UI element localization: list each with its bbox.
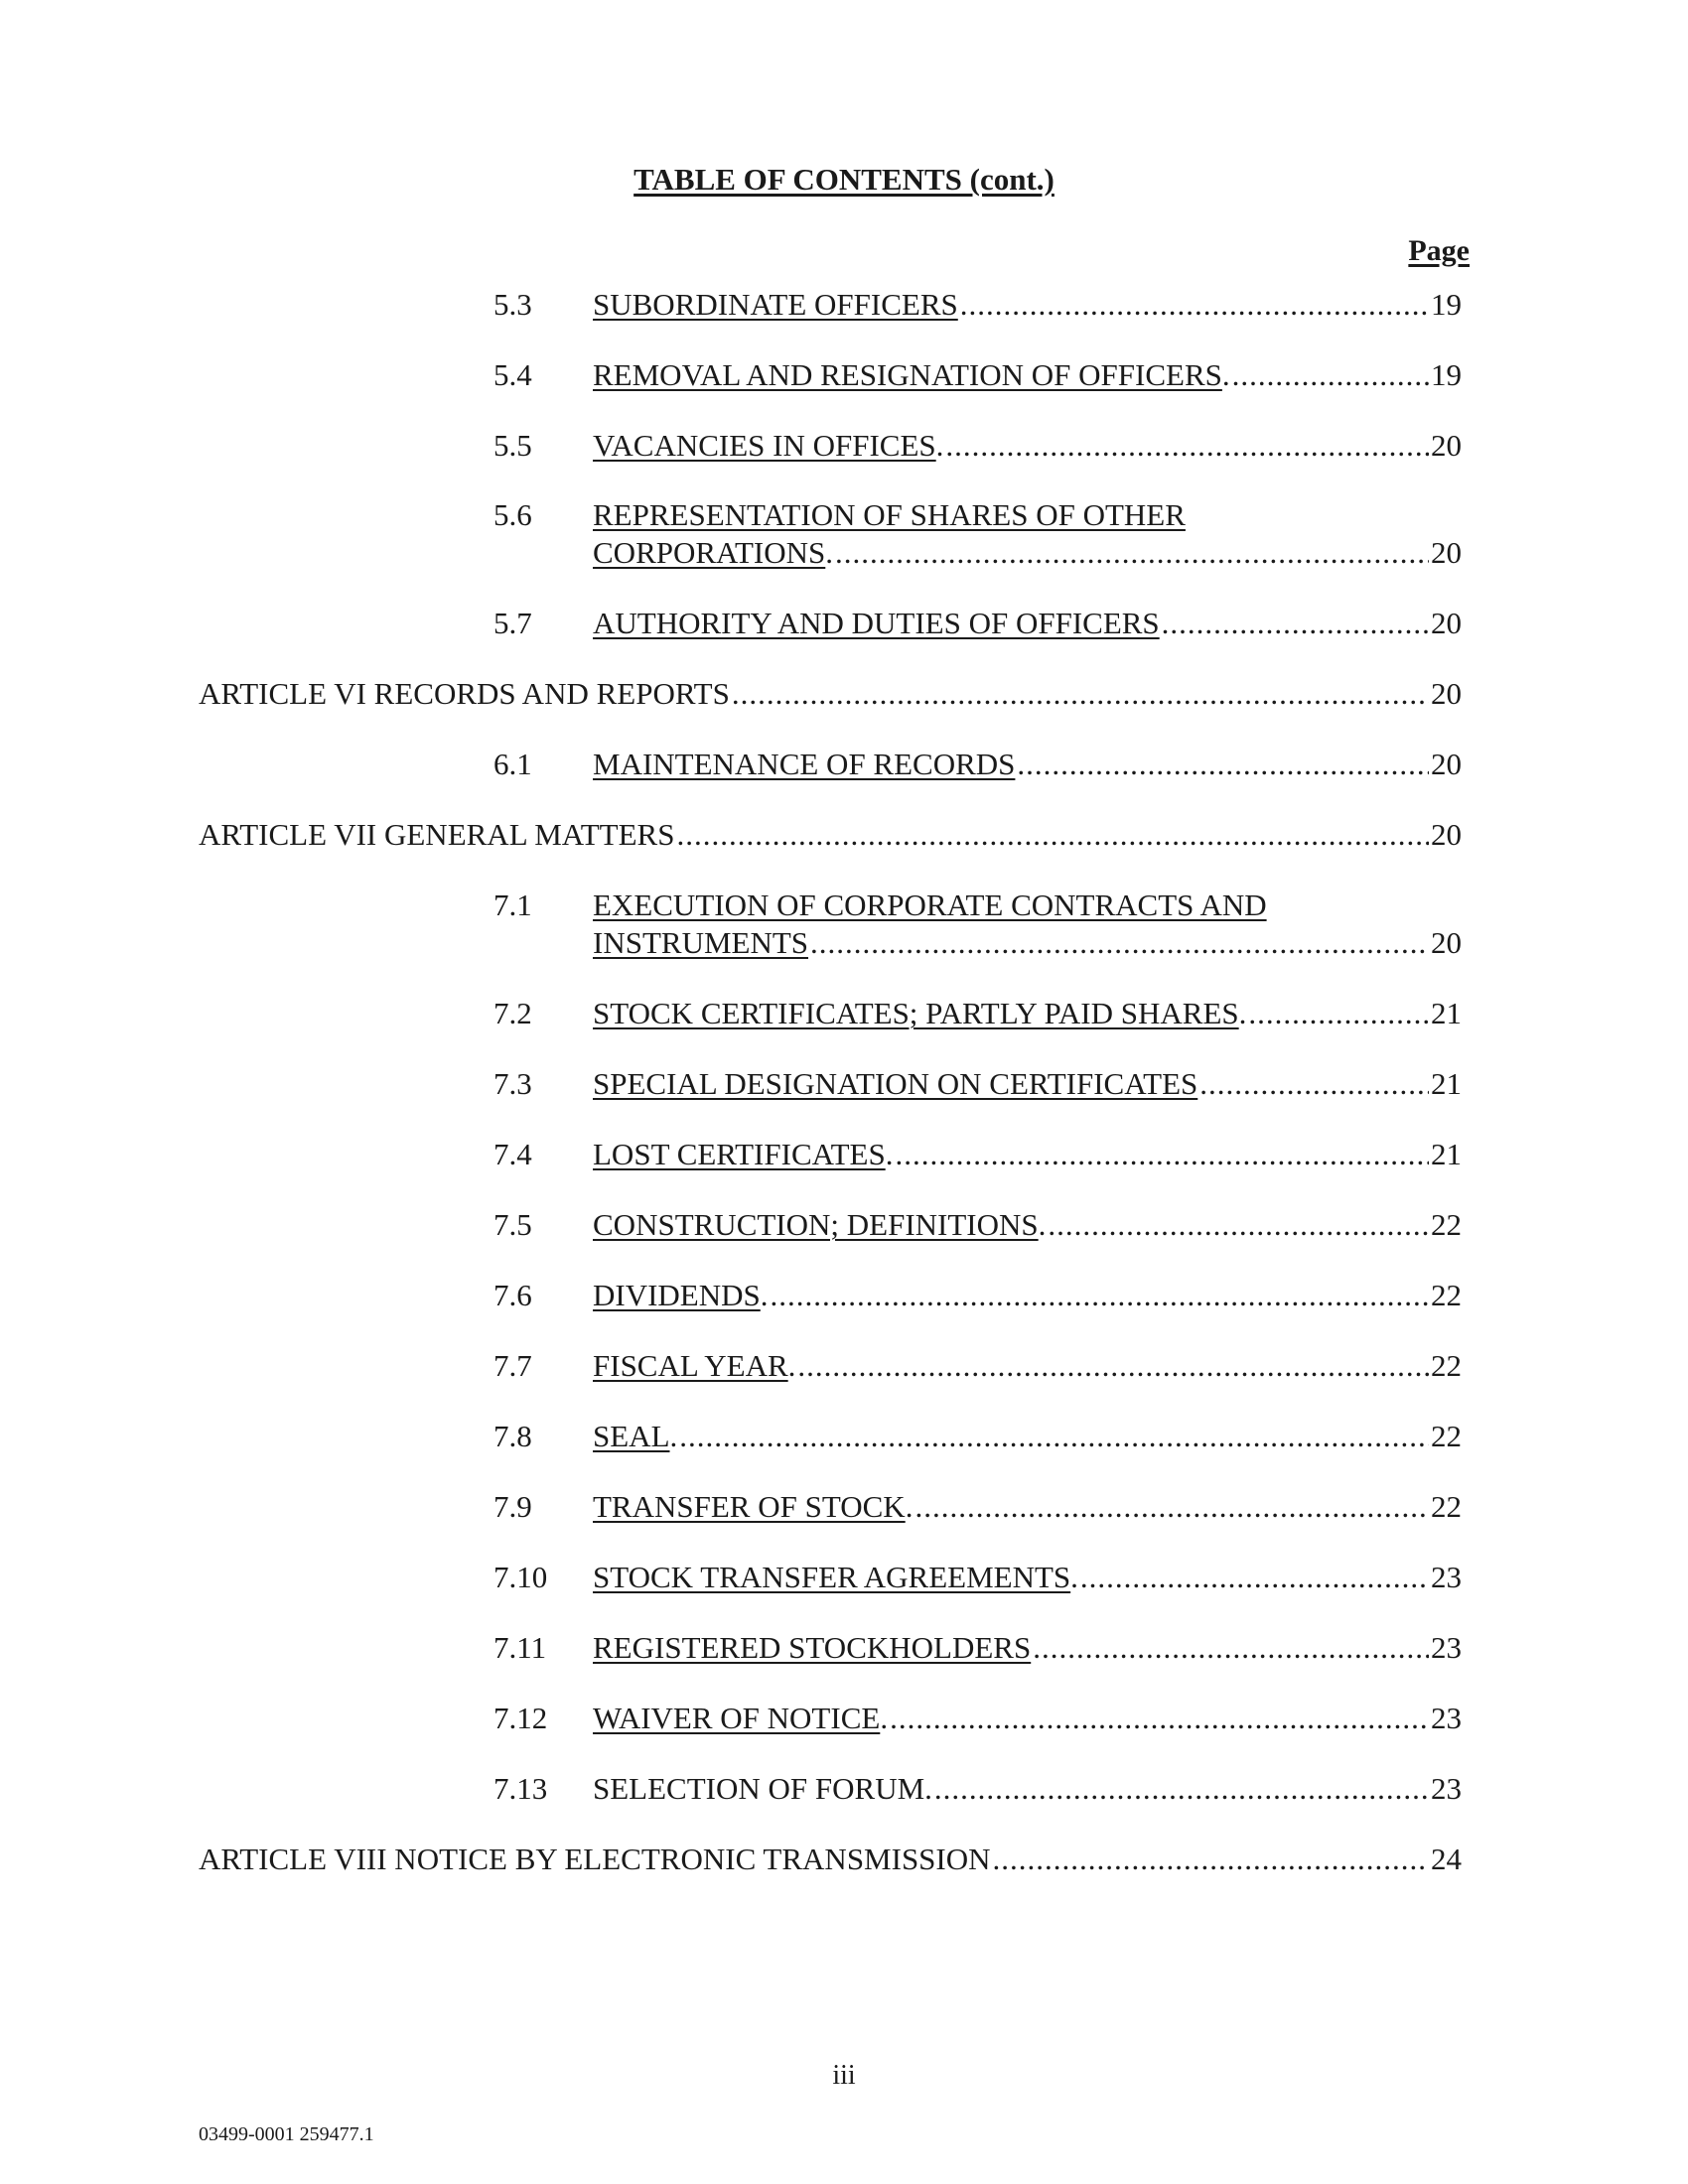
toc-page-number: 20 bbox=[1431, 535, 1462, 570]
toc-page-number: 22 bbox=[1431, 1207, 1462, 1242]
toc-section-number: 7.7 bbox=[493, 1348, 532, 1383]
toc-page-number: 23 bbox=[1431, 1701, 1462, 1735]
toc-page-number: 22 bbox=[1431, 1348, 1462, 1383]
toc-page-number: 23 bbox=[1431, 1560, 1462, 1594]
toc-entry-line bbox=[593, 1700, 1462, 1737]
toc-entry-line bbox=[593, 605, 1462, 642]
toc-page-number: 20 bbox=[1431, 925, 1462, 960]
toc-entry-body bbox=[593, 746, 1462, 783]
toc-entry-body bbox=[593, 1559, 1462, 1596]
toc-entry-line bbox=[199, 675, 1462, 713]
page-number: iii bbox=[832, 2060, 856, 2091]
dot-leader bbox=[771, 1277, 1429, 1314]
toc-entry-body bbox=[593, 1700, 1462, 1737]
toc-entry-body bbox=[593, 1347, 1462, 1385]
toc-section-number: 7.4 bbox=[493, 1137, 532, 1171]
toc-entry-line bbox=[593, 995, 1462, 1032]
toc-section-number: 5.6 bbox=[493, 497, 532, 532]
toc-section-number: 7.9 bbox=[493, 1489, 532, 1524]
toc-entry-body bbox=[593, 887, 1462, 962]
document-id: 03499-0001 259477.1 bbox=[199, 2123, 374, 2145]
dot-leader bbox=[1232, 356, 1429, 394]
toc-entry-heading[interactable]: DIVIDENDS bbox=[593, 1278, 761, 1312]
toc-entry-heading[interactable]: REPRESENTATION OF SHARES OF OTHER bbox=[593, 497, 1186, 532]
toc-entry-heading[interactable]: CONSTRUCTION; DEFINITIONS bbox=[593, 1207, 1039, 1242]
toc-section-number: 7.3 bbox=[493, 1066, 532, 1101]
toc-section-number: 5.5 bbox=[493, 428, 532, 463]
toc-entry-line bbox=[593, 924, 1462, 962]
dot-leader bbox=[890, 1700, 1429, 1737]
toc-page-number: 21 bbox=[1431, 1137, 1462, 1171]
toc-entry-line bbox=[593, 1277, 1462, 1314]
toc-entry-line bbox=[593, 427, 1462, 465]
toc-entry-body bbox=[593, 286, 1462, 324]
dot-leader bbox=[810, 924, 1429, 962]
toc-page-number: 21 bbox=[1431, 1066, 1462, 1101]
toc-section-number: 7.6 bbox=[493, 1278, 532, 1312]
toc-entry-suffix: . bbox=[935, 428, 944, 463]
page-column-label: Page bbox=[1408, 234, 1470, 267]
toc-entry-line bbox=[593, 1136, 1462, 1173]
toc-page-number: 20 bbox=[1431, 676, 1462, 711]
toc-entry-line bbox=[593, 1347, 1462, 1385]
toc-entry-heading[interactable]: TRANSFER OF STOCK bbox=[593, 1489, 906, 1524]
toc-entry-suffix: . bbox=[885, 1137, 894, 1171]
toc-entry-heading[interactable]: EXECUTION OF CORPORATE CONTRACTS AND bbox=[593, 887, 1267, 922]
toc-entry-heading[interactable]: VACANCIES IN OFFICES bbox=[593, 428, 936, 463]
toc-page-number: 22 bbox=[1431, 1278, 1462, 1312]
toc-entry-line bbox=[593, 286, 1462, 324]
toc-section-number: 7.13 bbox=[493, 1771, 548, 1806]
dot-leader bbox=[676, 816, 1429, 854]
dot-leader bbox=[945, 427, 1429, 465]
dot-leader bbox=[895, 1136, 1429, 1173]
dot-leader bbox=[835, 534, 1429, 572]
toc-entry-body bbox=[199, 675, 1462, 713]
toc-entry-line bbox=[593, 887, 1462, 924]
toc-entry-body bbox=[593, 356, 1462, 394]
toc-entry-line bbox=[593, 496, 1462, 534]
toc-entry-heading[interactable]: WAIVER OF NOTICE bbox=[593, 1701, 881, 1735]
toc-page-number: 22 bbox=[1431, 1489, 1462, 1524]
toc-entry-heading[interactable]: STOCK TRANSFER AGREEMENTS bbox=[593, 1560, 1071, 1594]
toc-entry-heading: ARTICLE VI RECORDS AND REPORTS bbox=[199, 676, 730, 711]
toc-entry-line bbox=[593, 1206, 1462, 1244]
toc-page-number: 23 bbox=[1431, 1630, 1462, 1665]
dot-leader bbox=[960, 286, 1429, 324]
dot-leader bbox=[1248, 995, 1429, 1032]
toc-section-number: 5.7 bbox=[493, 606, 532, 640]
toc-section-number: 6.1 bbox=[493, 747, 532, 781]
dot-leader bbox=[914, 1488, 1429, 1526]
dot-leader bbox=[1017, 746, 1429, 783]
toc-entry-body bbox=[593, 1488, 1462, 1526]
dot-leader bbox=[934, 1770, 1429, 1808]
toc-entry-body bbox=[593, 1629, 1462, 1667]
toc-page-number: 20 bbox=[1431, 428, 1462, 463]
dot-leader bbox=[1199, 1065, 1429, 1103]
toc-entry-heading[interactable]: SEAL bbox=[593, 1419, 670, 1453]
toc-section-number: 7.1 bbox=[493, 887, 532, 922]
toc-entry-line bbox=[199, 1841, 1462, 1878]
toc-entry-heading: ARTICLE VII GENERAL MATTERS bbox=[199, 817, 675, 852]
toc-entry-suffix: . bbox=[787, 1348, 796, 1383]
toc-section-number: 5.3 bbox=[493, 287, 532, 322]
dot-leader bbox=[1080, 1559, 1429, 1596]
toc-entry-heading[interactable]: FISCAL YEAR bbox=[593, 1348, 788, 1383]
toc-entry-line bbox=[593, 1770, 1462, 1808]
toc-entry-line bbox=[593, 1065, 1462, 1103]
toc-entry-heading: SELECTION OF FORUM. bbox=[593, 1771, 932, 1806]
toc-section-number: 7.8 bbox=[493, 1419, 532, 1453]
toc-entry-line bbox=[199, 816, 1462, 854]
toc-entry-body bbox=[593, 1206, 1462, 1244]
toc-entry-body bbox=[199, 816, 1462, 854]
toc-entry-body bbox=[593, 1418, 1462, 1455]
toc-entry-heading[interactable]: INSTRUMENTS bbox=[593, 925, 809, 960]
dot-leader bbox=[679, 1418, 1429, 1455]
toc-page-number: 20 bbox=[1431, 747, 1462, 781]
toc-entry-body bbox=[199, 1841, 1462, 1878]
toc-entry-suffix: . bbox=[1038, 1207, 1047, 1242]
toc-entry-suffix: . bbox=[1070, 1560, 1078, 1594]
toc-page-number: 20 bbox=[1431, 817, 1462, 852]
toc-entry-body bbox=[593, 1136, 1462, 1173]
toc-entry-suffix: . bbox=[880, 1701, 889, 1735]
toc-page-number: 19 bbox=[1431, 357, 1462, 392]
toc-entry-heading[interactable]: REGISTERED STOCKHOLDERS bbox=[593, 1630, 1032, 1665]
toc-page-number: 22 bbox=[1431, 1419, 1462, 1453]
toc-entry-body bbox=[593, 605, 1462, 642]
toc-entry-line bbox=[593, 356, 1462, 394]
toc-entry-line bbox=[593, 534, 1462, 572]
toc-page-number: 19 bbox=[1431, 287, 1462, 322]
toc-entry-heading[interactable]: SUBORDINATE OFFICERS bbox=[593, 287, 958, 322]
toc-entry-body bbox=[593, 1065, 1462, 1103]
toc-page-number: 24 bbox=[1431, 1842, 1462, 1876]
toc-entry-heading[interactable]: LOST CERTIFICATES bbox=[593, 1137, 886, 1171]
toc-section-number: 7.10 bbox=[493, 1560, 548, 1594]
toc-section-number: 7.11 bbox=[493, 1630, 547, 1665]
toc-entry-heading: ARTICLE VIII NOTICE BY ELECTRONIC TRANSMISSION bbox=[199, 1842, 991, 1876]
toc-page-number: 21 bbox=[1431, 996, 1462, 1030]
toc-entry-suffix: . bbox=[825, 535, 834, 570]
toc-entry-body bbox=[593, 427, 1462, 465]
toc-entry-suffix: . bbox=[1238, 996, 1247, 1030]
toc-page-number: 23 bbox=[1431, 1771, 1462, 1806]
toc-entry-line bbox=[593, 746, 1462, 783]
toc-entry-body bbox=[593, 496, 1462, 572]
toc-entry-heading[interactable]: STOCK CERTIFICATES; PARTLY PAID SHARES bbox=[593, 996, 1239, 1030]
toc-entry-line bbox=[593, 1418, 1462, 1455]
toc-entry-suffix: . bbox=[669, 1419, 678, 1453]
toc-page-number: 20 bbox=[1431, 606, 1462, 640]
dot-leader bbox=[993, 1841, 1429, 1878]
toc-entry-line bbox=[593, 1488, 1462, 1526]
toc-entry-heading[interactable]: CORPORATIONS bbox=[593, 535, 826, 570]
toc-entry-suffix: . bbox=[905, 1489, 914, 1524]
toc-entry-body bbox=[593, 1277, 1462, 1314]
toc-entry-line bbox=[593, 1559, 1462, 1596]
dot-leader bbox=[797, 1347, 1429, 1385]
toc-section-number: 7.2 bbox=[493, 996, 532, 1030]
toc-section-number: 7.5 bbox=[493, 1207, 532, 1242]
dot-leader bbox=[732, 675, 1429, 713]
toc-entry-body bbox=[593, 995, 1462, 1032]
toc-entry-heading[interactable]: MAINTENANCE OF RECORDS bbox=[593, 747, 1016, 781]
toc-section-number: 5.4 bbox=[493, 357, 532, 392]
dot-leader bbox=[1048, 1206, 1429, 1244]
toc-entry-body bbox=[593, 1770, 1462, 1808]
toc-entry-heading[interactable]: AUTHORITY AND DUTIES OF OFFICERS bbox=[593, 606, 1160, 640]
dot-leader bbox=[1033, 1629, 1429, 1667]
toc-entry-suffix: . bbox=[1221, 357, 1230, 392]
toc-entry-suffix: . bbox=[760, 1278, 769, 1312]
toc-entry-heading[interactable]: REMOVAL AND RESIGNATION OF OFFICERS bbox=[593, 357, 1222, 392]
dot-leader bbox=[1162, 605, 1429, 642]
toc-section-number: 7.12 bbox=[493, 1701, 548, 1735]
toc-entry-heading[interactable]: SPECIAL DESIGNATION ON CERTIFICATES bbox=[593, 1066, 1198, 1101]
toc-entry-line bbox=[593, 1629, 1462, 1667]
page-title: TABLE OF CONTENTS (cont.) bbox=[633, 162, 1055, 197]
